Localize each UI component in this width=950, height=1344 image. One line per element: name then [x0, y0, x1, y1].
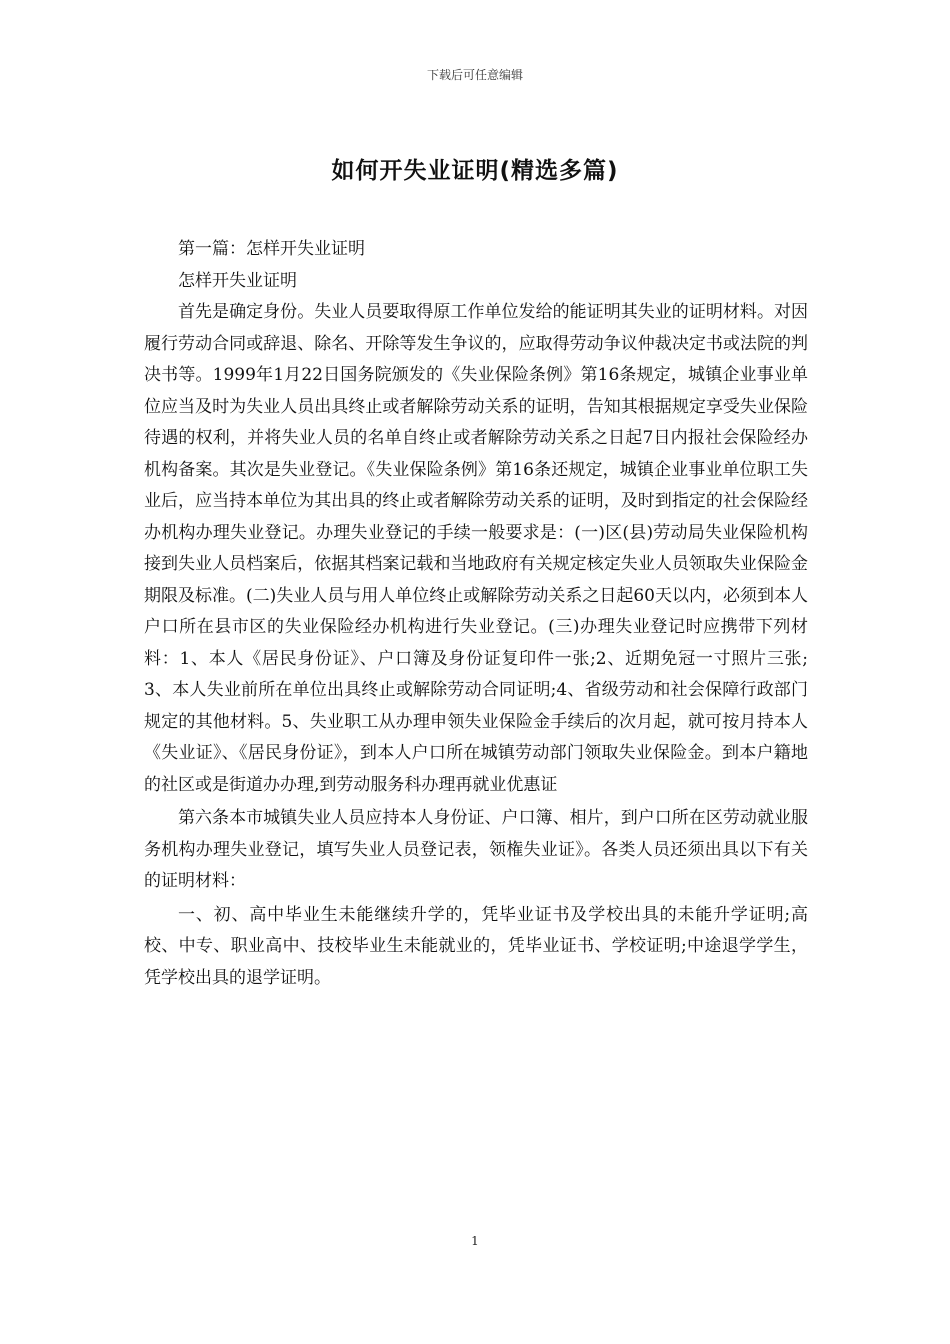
document-body — [144, 234, 808, 994]
page-number: 1 — [471, 1234, 479, 1248]
subsection-heading: 怎样开失业证明 — [178, 270, 297, 291]
body-paragraph: 首先是确定身份。失业人员要取得原工作单位发给的能证明其失业的证明材料。对因履行劳动合同或辞退、除名、开除等发生争议的，应取得劳动争议仲裁决定书或法院的判决书等。1999年1月22日国务院颁发的《失业保险条例》第16条规定，城镇企业事业单位应当及时为失业人员出具终止或者解除劳动关系的证明，告知其根据规定享受失业保险待遇的权利，并将失业人员的名单自终止或者解除劳动关系之日起7日内报社会保险经办机构备案。其次是失业登记。《失业保险条例》第16条还规定，城镇企业事业单位职工失业后，应当持本单位为其出具的终止或者解除劳动关系的证明，及时到指定的社会保险经办机构办理失业登记。办理失业登记的手续一般要求是：(一)区(县)劳动局失业保险机构接到失业人员档案后，依据其档案记载和当地政府有关规定核定失业人员领取失业保险金期限及标准。(二)失业人员与用人单位终止或解除劳动关系之日起60天以内，必须到本人户口所在县市区的失业保险经办机构进行失业登记。(三)办理失业登记时应携带下列材料：1、本人《居民身份证》、户口簿及身份证复印件一张;2、近期免冠一寸照片三张;3、本人失业前所在单位出具终止或解除劳动合同证明;4、省级劳动和社会保障行政部门规定的其他材料。5、失业职工从办理申领失业保险金手续后的次月起，就可按月持本人《失业证》、《居民身份证》，到本人户口所在城镇劳动部门领取失业保险金。到本户籍地的社区或是街道办办理,到劳动服务科办理再就业优惠证 — [144, 302, 808, 795]
page-title: 如何开失业证明(精选多篇) — [331, 158, 619, 184]
header-note: 下载后可任意编辑 — [426, 68, 523, 82]
body-paragraph: 一、初、高中毕业生未能继续升学的，凭毕业证书及学校出具的未能升学证明;高校、中专、职业高中、技校毕业生未能就业的，凭毕业证书、学校证明;中途退学学生，凭学校出具的退学证明。 — [144, 904, 808, 988]
body-paragraph: 第六条本市城镇失业人员应持本人身份证、户口簿、相片，到户口所在区劳动就业服务机构办理失业登记，填写失业人员登记表，领権失业证》。各类人员还须出具以下有关的证明材料： — [144, 808, 808, 891]
section-heading: 第一篇：怎样开失业证明 — [178, 239, 365, 259]
